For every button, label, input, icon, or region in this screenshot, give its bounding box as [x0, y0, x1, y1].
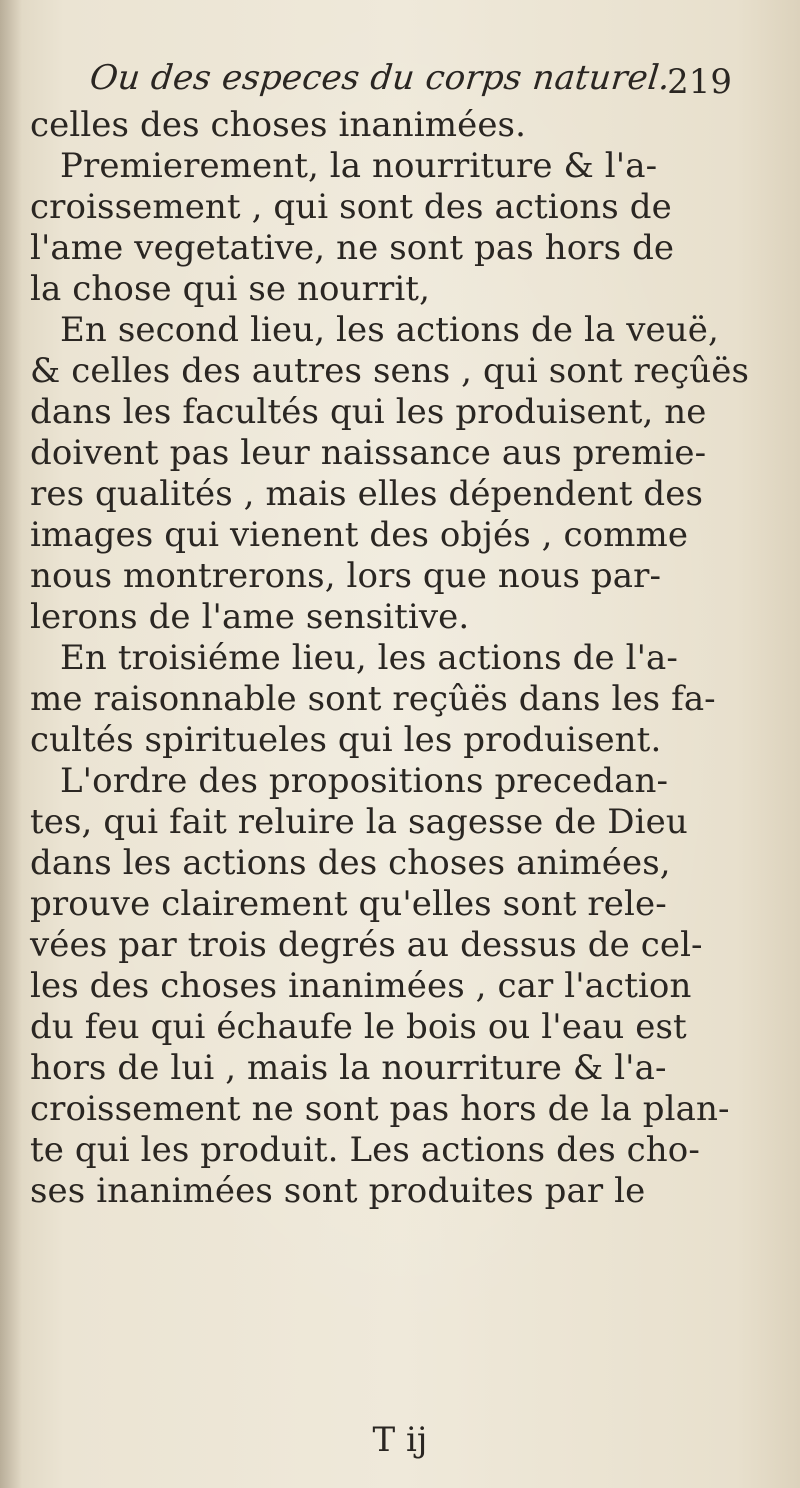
text-line: & celles des autres sens , qui sont reçûës [30, 351, 750, 391]
text-line: ses inanimées sont produites par le [30, 1171, 646, 1211]
text-line: les des choses inanimées , car l'action [30, 966, 692, 1006]
text-line: me raisonnable sont reçûës dans les fa- [30, 679, 716, 719]
text-line: En troisiéme lieu, les actions de l'a- [60, 638, 678, 678]
running-title: Ou des especes du corps naturel. [87, 58, 673, 98]
text-line: hors de lui , mais la nourriture & l'a- [30, 1048, 667, 1088]
text-line: tes, qui fait reluire la sagesse de Dieu [30, 802, 688, 842]
text-line: L'ordre des propositions precedan- [60, 761, 669, 801]
signature-mark: T ij [372, 1420, 428, 1460]
page-header [80, 48, 732, 104]
page-gutter-shadow [0, 0, 22, 1488]
text-line: dans les facultés qui les produisent, ne [30, 392, 707, 432]
text-line: du feu qui échaufe le bois ou l'eau est [30, 1007, 687, 1047]
text-line: la chose qui se nourrit, [30, 269, 430, 309]
text-line: prouve clairement qu'elles sont rele- [30, 884, 667, 924]
text-line: images qui vienent des objés , comme [30, 515, 689, 555]
text-line: lerons de l'ame sensitive. [30, 597, 470, 637]
text-line: croissement ne sont pas hors de la plan- [30, 1089, 730, 1129]
text-line: vées par trois degrés au dessus de cel- [30, 925, 703, 965]
text-line: dans les actions des choses animées, [30, 843, 671, 883]
text-line: res qualités , mais elles dépendent des [30, 474, 704, 514]
text-line: En second lieu, les actions de la veuë, [60, 310, 719, 350]
text-line: Premierement, la nourriture & l'a- [60, 146, 658, 186]
text-line: l'ame vegetative, ne sont pas hors de [30, 228, 675, 268]
text-line: doivent pas leur naissance aus premie- [30, 433, 707, 473]
text-line: nous montrerons, lors que nous par- [30, 556, 662, 596]
page-number: 219 [667, 62, 732, 102]
text-line: cultés spiritueles qui les produisent. [30, 720, 662, 760]
text-line: celles des choses inanimées. [30, 105, 527, 145]
text-line: te qui les produit. Les actions des cho- [30, 1130, 700, 1170]
body-text [30, 105, 770, 1212]
text-line: croissement , qui sont des actions de [30, 187, 672, 227]
